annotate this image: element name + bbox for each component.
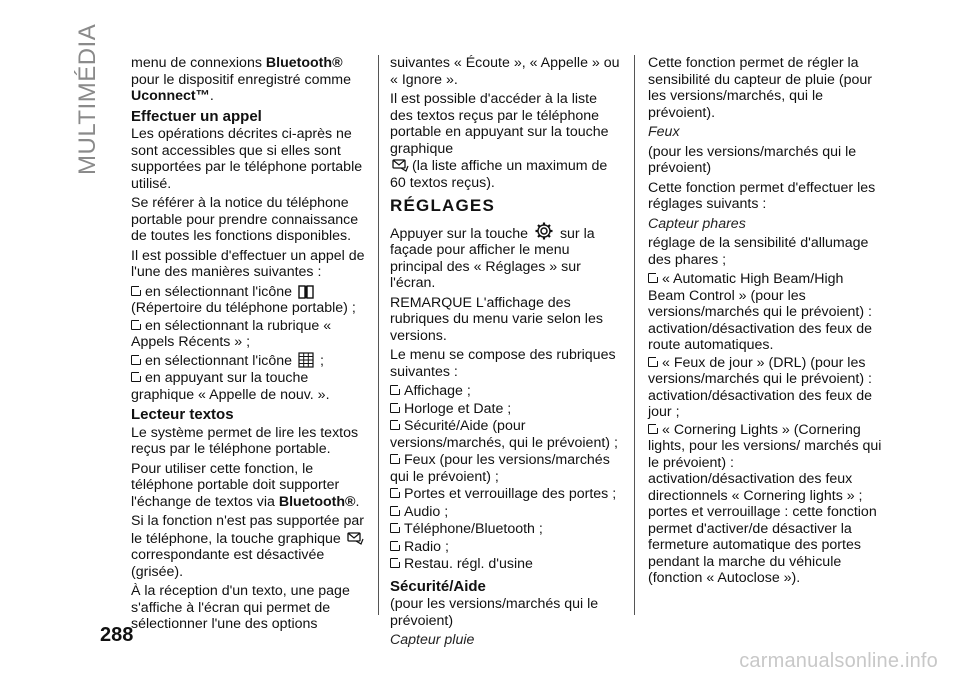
subheading-capteur-phares: Capteur phares	[648, 215, 746, 232]
text: Sécurité/Aide (pour versions/marchés, qui le prévoient) ;	[390, 418, 618, 451]
text: (la liste affiche un maximum de 60 textos reçus).	[390, 158, 608, 191]
bullet-icon	[131, 355, 141, 365]
text: « Cornering Lights » (Cornering lights, pour les versions/ marchés qui le prévoient) : activation/désactivation des feux directionnels « Cornering lights » ; portes et verrouillage : cette fonction permet d'activer/de désactiver la fermeture automatique des portes pendant la marche du véhicule (fonction « Autoclose »).	[648, 421, 882, 586]
text: sur la façade pour afficher le menu principal des « Réglages » sur l'écran.	[390, 225, 595, 291]
text: .	[209, 88, 214, 104]
text: Affichage ;	[404, 383, 471, 399]
text: pour le dispositif enregistré comme	[131, 71, 352, 88]
paragraph: Se référer à la notice du téléphone portable pour prendre connaissance de toutes les fonctions disponibles.	[131, 195, 359, 244]
bullet-icon	[390, 385, 400, 395]
list-item	[648, 422, 884, 587]
bullet-icon	[390, 558, 400, 568]
paragraph: REMARQUE L'affichage des rubriques du menu varie selon les versions.	[390, 294, 603, 344]
paragraph: Cette fonction permet d'effectuer les réglages suivants :	[648, 179, 876, 212]
bullet-icon	[390, 420, 400, 430]
text: en sélectionnant l'icône	[145, 283, 293, 300]
list-item	[390, 418, 622, 451]
list-item	[390, 556, 622, 573]
column-divider	[378, 55, 379, 615]
paragraph	[131, 513, 371, 580]
bullet-icon	[131, 286, 141, 296]
column-1	[131, 55, 371, 636]
bullet-icon	[131, 320, 141, 330]
text: (Répertoire du téléphone portable) ;	[131, 300, 356, 316]
paragraph: Le système permet de lire les textos reçus par le téléphone portable.	[131, 424, 359, 457]
bullet-icon	[648, 273, 658, 283]
paragraph: suivantes « Écoute », « Appelle » ou « Ignore ».	[390, 55, 620, 88]
column-3	[648, 55, 884, 588]
paragraph	[131, 55, 371, 105]
text: en appuyant sur la touche graphique « Appelle de nouv. ».	[131, 370, 330, 403]
list-item	[131, 370, 371, 403]
list-item	[131, 284, 371, 317]
message-icon	[392, 157, 410, 173]
heading-effectuer-appel: Effectuer un appel	[131, 107, 262, 125]
paragraph: (pour les versions/marchés qui le prévoient)	[390, 596, 599, 629]
bold-text: Bluetooth®	[265, 55, 343, 71]
paragraph: réglage de la sensibilité d'allumage des phares ;	[648, 235, 869, 268]
text: ;	[319, 352, 324, 369]
column-divider	[634, 55, 635, 615]
text: Audio ;	[404, 503, 449, 520]
bullet-icon	[390, 541, 400, 551]
list-item	[648, 355, 884, 421]
paragraph	[390, 221, 622, 292]
list-item	[390, 401, 622, 418]
list-item	[390, 504, 622, 521]
list-item	[131, 318, 371, 351]
column-2	[390, 55, 622, 652]
list-item	[131, 352, 371, 370]
subheading-feux: Feux	[648, 124, 680, 140]
message-icon	[347, 530, 365, 546]
heading-lecteur-textos: Lecteur textos	[131, 406, 234, 423]
list-item	[390, 539, 622, 556]
bullet-icon	[648, 357, 658, 367]
paragraph: Il est possible d'effectuer un appel de l'une des manières suivantes :	[131, 247, 365, 280]
bullet-icon	[390, 488, 400, 498]
list-item	[648, 271, 884, 354]
text: « Feux de jour » (DRL) (pour les versions/marchés qui le prévoient) : activation/désactivation des feux de jour ;	[648, 354, 872, 420]
paragraph: Les opérations décrites ci-après ne sont accessibles que si elles sont supportées par le téléphone portable utilisé.	[131, 126, 363, 192]
text: Appuyer sur la touche	[390, 225, 529, 242]
text: Portes et verrouillage des portes ;	[404, 486, 617, 502]
heading-securite-aide: Sécurité/Aide	[390, 577, 486, 595]
paragraph	[390, 91, 622, 191]
bullet-icon	[390, 403, 400, 413]
bold-text: Uconnect™	[131, 88, 210, 104]
page-number: 288	[100, 624, 134, 646]
watermark: carmanualsonline.info	[739, 650, 938, 672]
paragraph: À la réception d'un texto, une page s'affiche à l'écran qui permet de sélectionner l'une des options	[131, 583, 350, 632]
paragraph: (pour les versions/marchés qui le prévoient)	[648, 143, 857, 176]
text: Horloge et Date ;	[404, 400, 512, 417]
paragraph: Le menu se compose des rubriques suivantes :	[390, 347, 616, 380]
bold-text: Bluetooth®	[278, 493, 356, 510]
text: Si la fonction n'est pas supportée par le téléphone, la touche graphique	[131, 513, 365, 547]
list-item	[390, 452, 622, 485]
bullet-icon	[131, 372, 141, 382]
text: .	[355, 493, 360, 510]
keypad-icon	[298, 352, 314, 368]
text: correspondante est désactivée (grisée).	[131, 547, 325, 580]
gear-icon	[534, 221, 554, 241]
text: Radio ;	[404, 538, 449, 555]
text: Il est possible d'accéder à la liste des textos reçus par le téléphone portable en appuyant sur la touche graphique	[390, 91, 609, 157]
phonebook-icon	[298, 285, 314, 299]
list-item	[390, 521, 622, 538]
paragraph	[131, 461, 371, 511]
text: Feux (pour les versions/marchés qui le prévoient) ;	[390, 452, 610, 485]
text: Téléphone/Bluetooth ;	[404, 521, 543, 537]
text: Restau. régl. d'usine	[404, 556, 533, 572]
text: en sélectionnant l'icône	[145, 352, 293, 369]
bullet-icon	[648, 424, 658, 434]
section-side-title: MULTIMÉDIA	[74, 23, 101, 175]
text: « Automatic High Beam/High Beam Control » (pour les versions/marchés qui le prévoient) : activation/désactivation des feux de route automatiques.	[648, 271, 872, 353]
text: en sélectionnant la rubrique « Appels Récents » ;	[131, 317, 332, 350]
bullet-icon	[390, 454, 400, 464]
bullet-icon	[390, 523, 400, 533]
list-item	[390, 383, 622, 400]
heading-reglages: RÉGLAGES	[390, 196, 496, 215]
list-item	[390, 486, 622, 503]
paragraph: Cette fonction permet de régler la sensibilité du capteur de pluie (pour les versions/marchés, qui le prévoient).	[648, 55, 872, 121]
bullet-icon	[390, 506, 400, 516]
text: menu de connexions	[131, 55, 266, 71]
text: Pour utiliser cette fonction, le téléphone portable doit supporter l'échange de textos via	[131, 460, 340, 510]
subheading-capteur-pluie: Capteur pluie	[390, 632, 475, 648]
